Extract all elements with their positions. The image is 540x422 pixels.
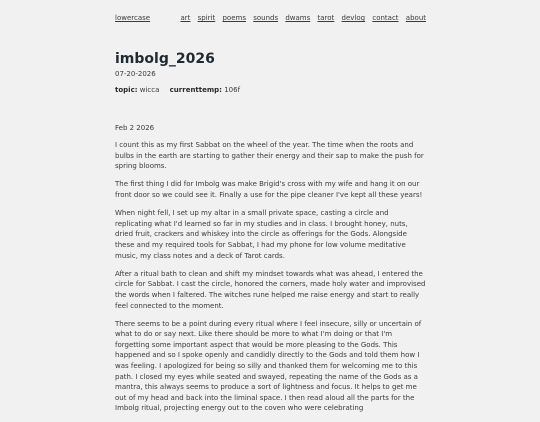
post-body	[115, 140, 426, 422]
topic-label: topic:	[115, 86, 138, 94]
post-paragraph: When night fell, I set up my altar in a small private space, casting a circle and replicating what I'd learned so far in my studies and in class. I brought honey, nuts, dried fruit, crackers and whiskey into the circle as offerings for the Gods. Alongside these and my required tools for Sabbat, I had my phone for low volume meditative music, my class notes and a deck of Tarot cards.	[115, 209, 408, 260]
site-brand-link[interactable]: lowercase	[115, 14, 151, 22]
post-date: 07-20-2026	[115, 70, 156, 78]
post-paragraph: After a ritual bath to clean and shift my mindset towards what was ahead, I entered the circle for Sabbat. I cast the circle, honored the corners, made holy water and improvised the words when I faltered. The witches rune helped me raise energy and start to really feel connected to the moment.	[115, 269, 426, 310]
nav-link-sounds[interactable]: sounds	[253, 14, 279, 22]
currenttemp-label: currenttemp:	[169, 86, 222, 94]
entry-date: Feb 2 2026	[115, 124, 155, 132]
nav-link-spirit[interactable]: spirit	[197, 14, 216, 22]
post-paragraph: There seems to be a point during every ritual where I feel insecure, silly or uncertain of what to do or say next. Like there should be more to what I'm doing or that I'm forgetting some important aspect that would be more pleasing to the Gods. This happened and so I spoke openly and candidly directly to the Gods and told them how I was feeling. I apologized for being so silly and thanked them for welcoming me to this path. I closed my eyes while seated and swayed, repeating the name of the Gods as a mantra, this always seems to produce a sort of lightness and focus. It helps to get me out of my head and back into the liminal space. I then read aloud all the parts for the Imbolg ritual, projecting energy out to the coven who were celebrating	[115, 319, 422, 413]
post-paragraph: The first thing I did for Imbolg was make Brigid's cross with my wife and hang it on our front door so we could see it. Finally a use for the pipe cleaner I've kept all these years!	[115, 180, 423, 199]
nav-link-contact[interactable]: contact	[372, 14, 399, 22]
nav-link-tarot[interactable]: tarot	[317, 14, 335, 22]
topic-value: wicca	[139, 86, 160, 94]
post-paragraph: I count this as my first Sabbat on the wheel of the year. The time when the roots and bulbs in the earth are starting to gather their energy and their sap to make the push for spring blooms.	[115, 141, 424, 171]
nav-link-about[interactable]: about	[405, 14, 426, 22]
nav-link-devlog[interactable]: devlog	[341, 14, 366, 22]
nav-menu	[180, 14, 426, 23]
nav-link-dwams[interactable]: dwams	[285, 14, 311, 22]
post-title: imbolg_2026	[115, 51, 215, 67]
nav-link-poems[interactable]: poems	[222, 14, 246, 22]
top-nav	[115, 14, 426, 26]
currenttemp-value: 106f	[224, 86, 241, 94]
nav-link-art[interactable]: art	[180, 14, 191, 22]
post-meta	[115, 86, 240, 95]
